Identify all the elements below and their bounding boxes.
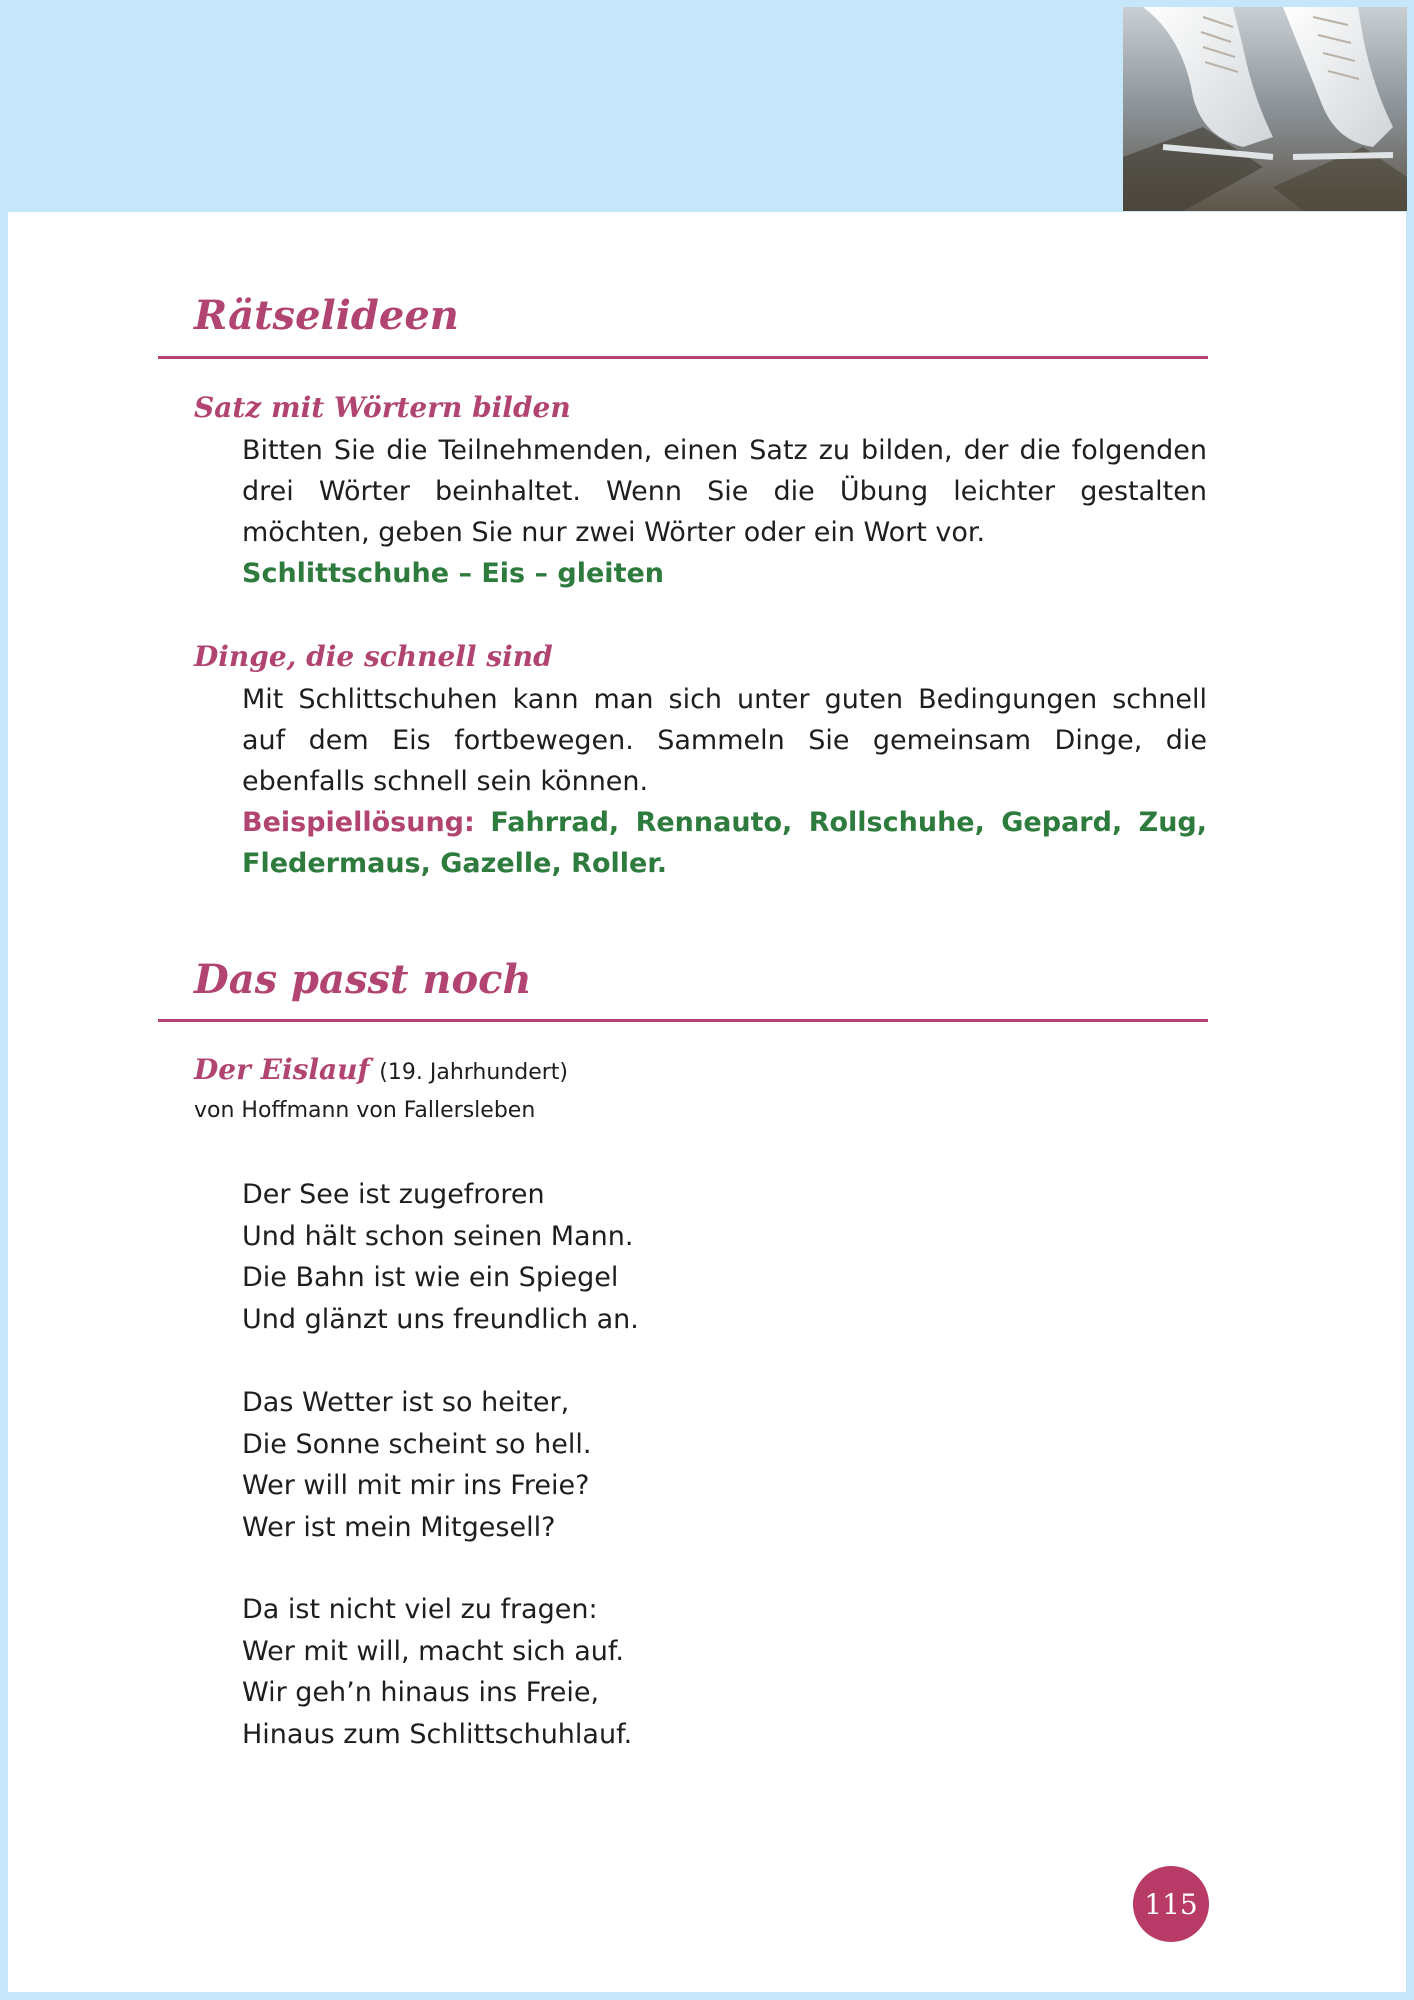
solution-text: Fahrrad, Rennauto, Rollschuhe, Gepard, Zug, Fledermaus, Gazelle, Roller. — [242, 807, 1207, 879]
poem-line: Wir geh’n hinaus ins Freie, — [242, 1677, 600, 1708]
section-rule — [158, 1019, 1208, 1022]
paragraph-satz — [242, 430, 1207, 594]
poem-era: (19. Jahrhundert) — [379, 1060, 568, 1085]
paragraph-satz-text: Bitten Sie die Teilnehmenden, einen Satz zu bilden, der die folgenden drei Wörter beinhaltet. Wenn Sie die Übung leichter gestalten möchten, geben Sie nur zwei Wörter oder ein Wort vor. — [242, 435, 1207, 548]
section-title-das-passt-noch: Das passt noch — [194, 956, 532, 1003]
words-satz: Schlittschuhe – Eis – gleiten — [242, 558, 665, 589]
poem-line: Wer mit will, macht sich auf. — [242, 1635, 624, 1667]
poem-line: Das Wetter ist so heiter, — [242, 1387, 570, 1418]
poem-stanza — [242, 1589, 632, 1755]
poem-title: Der Eislauf — [194, 1053, 370, 1086]
section-title-raetselideen: Rätselideen — [194, 292, 459, 339]
poem-line: Die Bahn ist wie ein Spiegel — [242, 1262, 619, 1293]
paragraph-dinge — [242, 679, 1207, 884]
page-number-badge: 115 — [1133, 1866, 1209, 1942]
poem-line: Und hält schon seinen Mann. — [242, 1220, 634, 1252]
subtitle-dinge: Dinge, die schnell sind — [194, 640, 553, 673]
section-rule — [158, 356, 1208, 359]
poem-title-line — [194, 1053, 568, 1086]
paragraph-dinge-text: Mit Schlittschuhen kann man sich unter guten Bedingungen schnell auf dem Eis fortbewegen. Sammeln Sie gemeinsam Dinge, die ebenfalls schnell sein können. — [242, 684, 1207, 797]
poem-line: Wer will mit mir ins Freie? — [242, 1470, 590, 1501]
ice-skates-photo — [1123, 7, 1407, 211]
solution-label: Beispiellösung: — [242, 807, 475, 838]
poem-line: Die Sonne scheint so hell. — [242, 1428, 592, 1460]
poem-stanza — [242, 1174, 639, 1340]
subtitle-satz: Satz mit Wörtern bilden — [194, 391, 571, 424]
poem-line: Da ist nicht viel zu fragen: — [242, 1594, 598, 1625]
poem-stanza — [242, 1382, 591, 1548]
poem-line: Wer ist mein Mitgesell? — [242, 1511, 556, 1543]
poem-line: Und glänzt uns freundlich an. — [242, 1303, 639, 1335]
poem-line: Hinaus zum Schlittschuhlauf. — [242, 1718, 633, 1750]
poem-author: von Hoffmann von Fallersleben — [194, 1098, 536, 1123]
poem-line: Der See ist zugefroren — [242, 1179, 545, 1210]
